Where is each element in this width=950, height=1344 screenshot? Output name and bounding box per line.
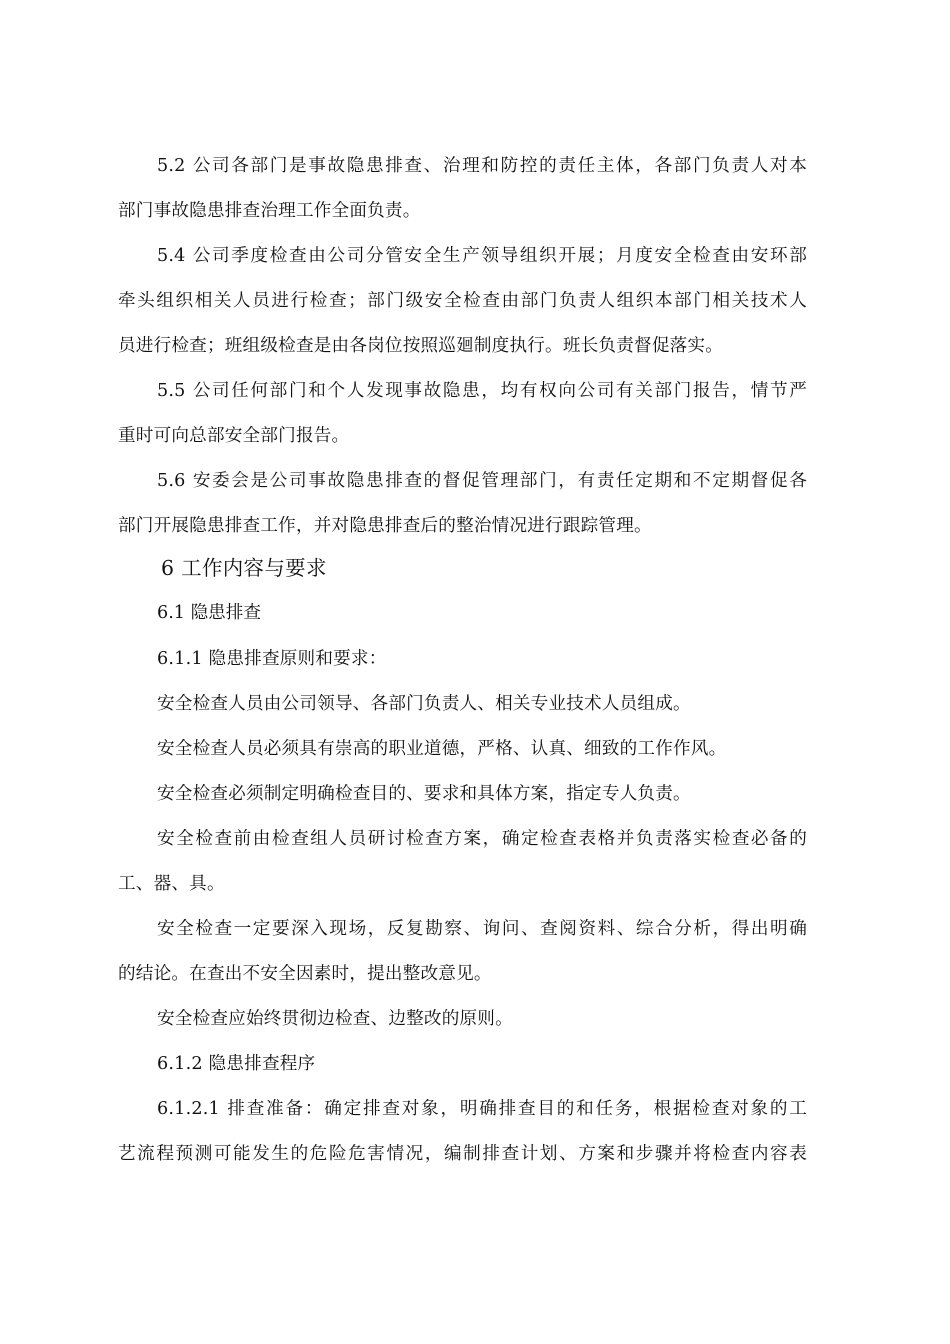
paragraph-5-6-line-1: 5.6 安委会是公司事故隐患排查的督促管理部门，有责任定期和不定期督促各 (157, 471, 807, 491)
paragraph-5-5-line-1: 5.5 公司任何部门和个人发现事故隐患，均有权向公司有关部门报告，情节严 (157, 381, 807, 401)
paragraph-6-1-2-1-line-2: 艺流程预测可能发生的危险危害情况，编制排查计划、方案和步骤并将检查内容表 (118, 1144, 807, 1164)
paragraph-5-5-line-2: 重时可向总部安全部门报告。 (118, 426, 350, 446)
section-6-1-1-heading: 6.1.1 隐患排查原则和要求： (157, 649, 387, 669)
rule-1: 安全检查人员由公司领导、各部门负责人、相关专业技术人员组成。 (157, 694, 691, 714)
paragraph-5-2-line-2: 部门事故隐患排查治理工作全面负责。 (118, 201, 421, 221)
rule-6: 安全检查应始终贯彻边检查、边整改的原则。 (157, 1009, 513, 1029)
section-6-1-2-heading: 6.1.2 隐患排查程序 (157, 1054, 316, 1074)
paragraph-5-4-line-3: 员进行检查；班组级检查是由各岗位按照巡廻制度执行。班长负责督促落实。 (118, 336, 723, 356)
paragraph-5-4-line-2: 牵头组织相关人员进行检查；部门级安全检查由部门负责人组织本部门相关技术人 (118, 291, 807, 311)
paragraph-6-1-2-1-line-1: 6.1.2.1 排查准备：确定排查对象，明确排查目的和任务，根据检查对象的工 (157, 1099, 807, 1119)
paragraph-5-6-line-2: 部门开展隐患排查工作，并对隐患排查后的整治情况进行跟踪管理。 (118, 516, 652, 536)
section-6-heading: 6 工作内容与要求 (161, 556, 327, 580)
rule-4-line-2: 工、器、具。 (118, 874, 225, 894)
rule-2: 安全检查人员必须具有崇高的职业道德，严格、认真、细致的工作作风。 (157, 739, 727, 759)
rule-4-line-1: 安全检查前由检查组人员研讨检查方案，确定检查表格并负责落实检查必备的 (157, 829, 807, 849)
section-6-1-heading: 6.1 隐患排查 (157, 603, 261, 623)
rule-3: 安全检查必须制定明确检查目的、要求和具体方案，指定专人负责。 (157, 784, 691, 804)
paragraph-5-2-line-1: 5.2 公司各部门是事故隐患排查、治理和防控的责任主体，各部门负责人对本 (157, 156, 807, 176)
paragraph-5-4-line-1: 5.4 公司季度检查由公司分管安全生产领导组织开展；月度安全检查由安环部 (157, 246, 807, 266)
rule-5-line-2: 的结论。在查出不安全因素时，提出整改意见。 (118, 964, 492, 984)
rule-5-line-1: 安全检查一定要深入现场，反复勘察、询问、查阅资料、综合分析，得出明确 (157, 919, 807, 939)
